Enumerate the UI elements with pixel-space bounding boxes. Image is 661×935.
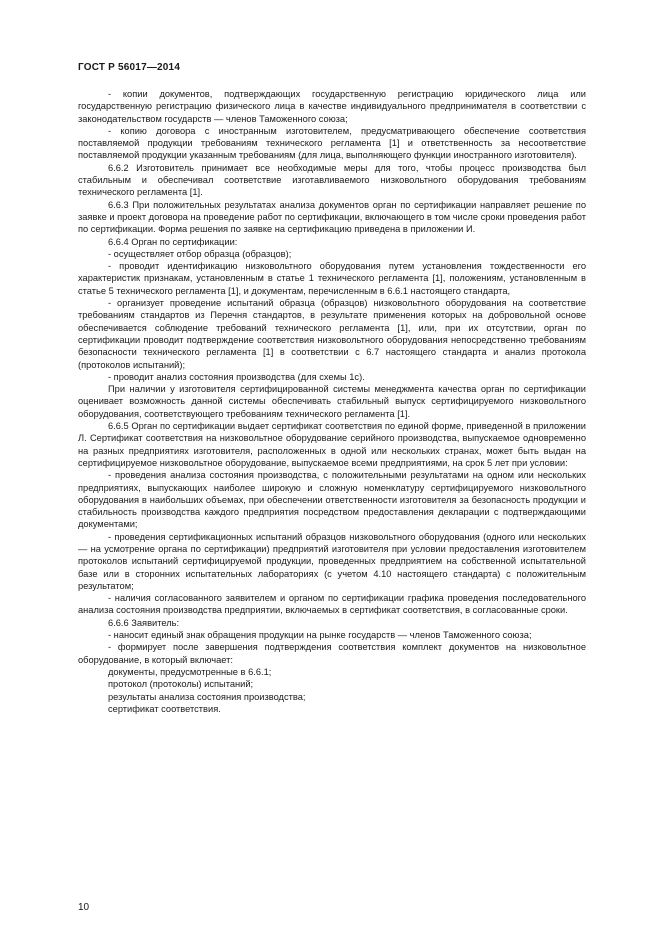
paragraph: 6.6.2 Изготовитель принимает все необходимые меры для того, чтобы процесс производства был стабильным и обеспечивал соответствие изготавливаемого низковольтного оборудования требованиям технического регламента [1]. (78, 162, 586, 198)
paragraph: - организует проведение испытаний образца (образцов) низковольтного оборудования на соответствие требованиям стандартов из Перечня стандартов, в результате применения которых на добровольной основе обеспечивается соблюдение требований технического регламента [1], или, при их отсутствии, орган по сертификации проводит подтверждение соответствия низковольтного оборудования непосредственно требованиям безопасности технического регламента [1] в соответствии с 6.7 настоящего стандарта и анализ протокола (протоколов испытаний); (78, 298, 586, 370)
paragraph: - проводит анализ состояния производства (для схемы 1с). (108, 371, 365, 382)
document-header: ГОСТ Р 56017—2014 (78, 62, 181, 73)
paragraph: 6.6.5 Орган по сертификации выдает сертификат соответствия по единой форме, приведенной в приложении Л. Сертификат соответствия на низковольтное оборудование серийного производства, выпускаемое одновременно на разных предприятиях изготовителя, расположенных в одной или нескольких странах, может быть выдан на сертифицируемое низковольтное оборудование, выпускаемое всеми предприятиями, на срок 5 лет при условии: (78, 421, 586, 468)
list-item: документы, предусмотренные в 6.6.1; (108, 666, 272, 677)
paragraph: - проводит идентификацию низковольтного оборудования путем установления тождественности его характеристик признакам, установленным в статье 1 технического регламента [1], положениям, установленным в статье 5 технического регламента [1], и документам, перечисленным в 6.6.1 настоящего стандарта, (78, 261, 586, 296)
list-item: результаты анализа состояния производства; (108, 691, 306, 702)
paragraph: При наличии у изготовителя сертифицированной системы менеджмента качества орган по сертификации оценивает возможность данной системы обеспечивать стабильный выпуск сертифицируемого низковольтного оборудования, соответствующего требованиям технического регламента [1]. (78, 384, 586, 419)
paragraph: - осуществляет отбор образца (образцов); (108, 248, 292, 259)
paragraph: - наносит единый знак обращения продукции на рынке государств — членов Таможенного союза; (108, 630, 532, 641)
paragraph: - копии документов, подтверждающих государственную регистрацию юридического лица или государственную регистрацию физического лица в качестве индивидуального предпринимателя в соответствии с законодательством государств — членов Таможенного союза; (78, 89, 586, 124)
paragraph: - наличия согласованного заявителем и органом по сертификации графика проведения последовательного анализа состояния производства предприятии, включаемых в сертификат соответствия, в согласованные сроки. (78, 593, 586, 616)
paragraph: - проведения анализа состояния производства, с положительными результатами на одном или нескольких предприятиях, выпускающих наиболее широкую и сложную номенклатуру сертифицируемого низковольтного оборудования в наибольших объемах, при обеспечении ответственности изготовителя за безопасность продукции и стабильность производства каждого предприятия посредством предоставления декларации с подтверждающими документами; (78, 470, 586, 530)
paragraph: 6.6.3 При положительных результатах анализа документов орган по сертификации направляет решение по заявке и проект договора на проведение работ по сертификации, включающего в том числе сроки проведения работ по сертификации. Форма решения по заявке на сертификацию приведена в приложении И. (78, 199, 587, 235)
paragraph: - проведения сертификационных испытаний образцов низковольтного оборудования (одного или нескольких — на усмотрение органа по сертификации) предприятий изготовителя при условии предоставления изготовителем протоколов испытаний сертифицируемой продукции, проведенных предприятием на собственной испытательной базе или в сторонних испытательных лабораториях (с учетом 4.10 настоящего стандарта) с положительным результатом; (78, 531, 586, 591)
paragraph: 6.6.4 Орган по сертификации: (108, 236, 238, 247)
paragraph: - копию договора с иностранным изготовителем, предусматривающего обеспечение соответствия поставляемой продукции требованиям технического регламента [1] и ответственность за несоответствие поставляемой продукции указанным требованиям (для лица, выполняющего функции иностранного изготовителя). (78, 125, 586, 161)
paragraph: - формирует после завершения подтверждения соответствия комплект документов на низковольтное оборудование, в который включает: (78, 642, 586, 665)
document-body (78, 88, 586, 715)
paragraph: 6.6.6 Заявитель: (108, 617, 180, 628)
page-number: 10 (78, 902, 90, 913)
list-item: протокол (протоколы) испытаний; (108, 679, 254, 690)
list-item: сертификат соответствия. (108, 703, 221, 714)
